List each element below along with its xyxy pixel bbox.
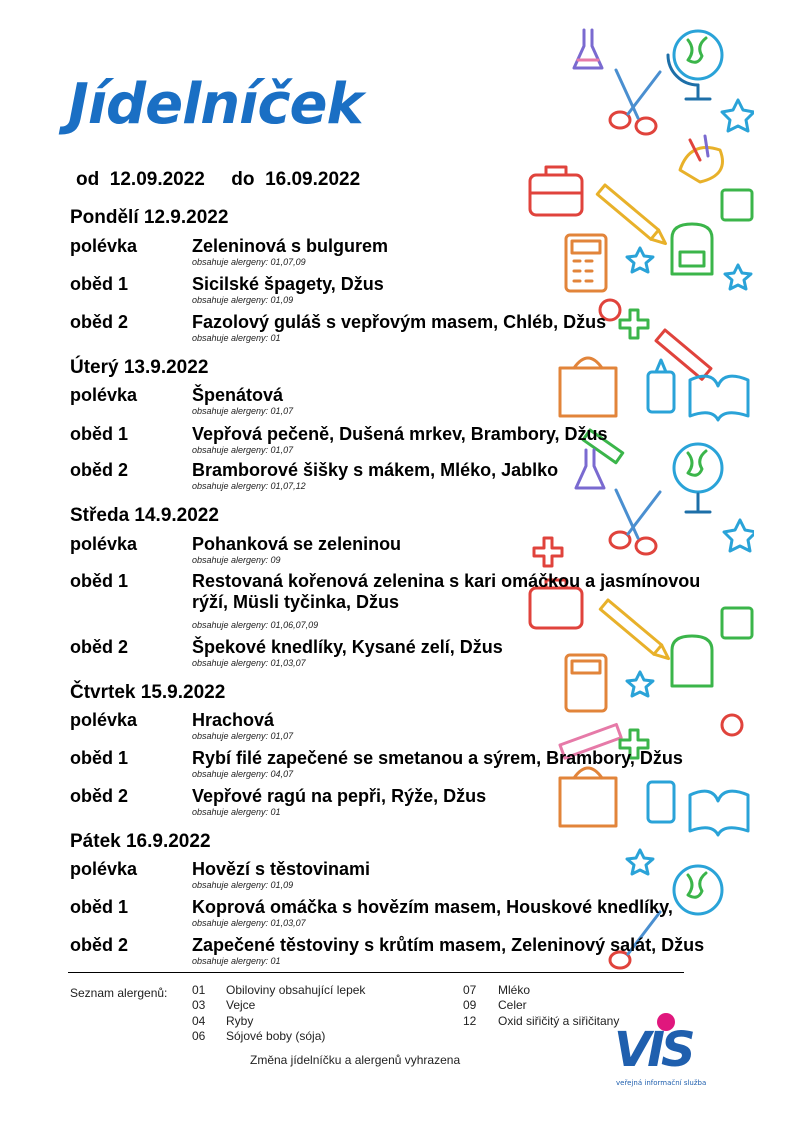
meal-label: oběd 2 <box>70 935 129 955</box>
meal-allergens: obsahuje alergeny: 01,07,12 <box>192 481 306 491</box>
meal-dish: Koprová omáčka s hovězím masem, Houskové knedlíky, <box>192 897 673 917</box>
allergen-legend-title: Seznam alergenů: <box>70 986 168 1000</box>
meal-label: oběd 1 <box>70 748 129 768</box>
legend-code: 01 <box>192 983 206 997</box>
plus-icon <box>620 310 648 338</box>
legend-name: Vejce <box>226 998 256 1012</box>
scissors-icon <box>610 70 660 134</box>
pencil-icon <box>597 185 669 248</box>
day-heading: Středa 14.9.2022 <box>70 505 219 526</box>
meal-allergens: obsahuje alergeny: 01 <box>192 956 281 966</box>
meal-label: oběd 2 <box>70 460 129 480</box>
date-range <box>76 169 360 191</box>
day-heading: Pátek 16.9.2022 <box>70 831 211 852</box>
star-icon <box>627 850 653 874</box>
meal-label: oběd 1 <box>70 571 129 591</box>
meal-label: polévka <box>70 859 138 879</box>
meal-dish: Rybí filé zapečené se smetanou a sýrem, Brambory, Džus <box>192 748 683 768</box>
calculator-icon <box>566 655 606 711</box>
meal-dish: Fazolový guláš s vepřovým masem, Chléb, Džus <box>192 312 607 332</box>
meal-label: polévka <box>70 236 138 256</box>
legend-code: 12 <box>463 1014 477 1028</box>
legend-name: Oxid siřičitý a siřičitany <box>498 1014 620 1028</box>
meal-allergens: obsahuje alergeny: 01,07 <box>192 731 294 741</box>
disclaimer-note: Změna jídelníčku a alergenů vyhrazena <box>250 1053 461 1067</box>
divider <box>68 972 684 973</box>
meal-dish: Špekové knedlíky, Kysané zelí, Džus <box>192 637 503 657</box>
to-date: 16.09.2022 <box>265 169 361 190</box>
meal-label: oběd 1 <box>70 897 129 917</box>
meal-label: oběd 1 <box>70 274 129 294</box>
globe-icon <box>668 31 722 99</box>
meal-allergens: obsahuje alergeny: 01,09 <box>192 880 294 890</box>
legend-name: Mléko <box>498 983 531 997</box>
meal-allergens: obsahuje alergeny: 01 <box>192 333 281 343</box>
meal-dish: Špenátová <box>192 385 284 405</box>
meal-dish: Zapečené těstoviny s krůtím masem, Zeleninový salát, Džus <box>192 935 705 955</box>
meal-dish: Vepřová pečeně, Dušená mrkev, Brambory, Džus <box>192 424 608 444</box>
meal-allergens: obsahuje alergeny: 01 <box>192 807 281 817</box>
meal-label: polévka <box>70 710 138 730</box>
meal-allergens: obsahuje alergeny: 09 <box>192 555 281 565</box>
meal-allergens: obsahuje alergeny: 04,07 <box>192 769 294 779</box>
plus-icon <box>534 538 562 566</box>
flower-icon <box>722 715 742 735</box>
from-label: od <box>76 169 100 190</box>
book-icon <box>690 791 748 835</box>
logo-tagline: veřejná informační služba <box>616 1079 707 1087</box>
meal-dish: Vepřové ragú na pepři, Rýže, Džus <box>192 786 487 806</box>
meal-allergens: obsahuje alergeny: 01,03,07 <box>192 918 306 928</box>
meal-dish: Bramborové šišky s mákem, Mléko, Jablko <box>192 460 559 480</box>
meal-allergens: obsahuje alergeny: 01,03,07 <box>192 658 306 668</box>
meal-allergens: obsahuje alergeny: 01,07,09 <box>192 257 306 267</box>
flask-icon <box>574 30 602 68</box>
meal-label: oběd 1 <box>70 424 129 444</box>
meal-allergens: obsahuje alergeny: 01,09 <box>192 295 294 305</box>
backpack-icon <box>672 636 712 686</box>
legend-name: Ryby <box>226 1014 254 1028</box>
vis-logo <box>608 1008 728 1092</box>
meal-label: oběd 2 <box>70 786 129 806</box>
page-title: Jídelníček <box>68 72 363 137</box>
globe-icon <box>674 866 722 914</box>
legend-code: 09 <box>463 998 477 1012</box>
legend-name: Obiloviny obsahující lepek <box>226 983 366 997</box>
legend-code: 07 <box>463 983 477 997</box>
meal-label: polévka <box>70 385 138 405</box>
legend-code: 03 <box>192 998 206 1012</box>
school-bag-icon <box>560 358 616 416</box>
school-bag-icon <box>560 768 616 826</box>
day-heading: Čtvrtek 15.9.2022 <box>70 682 226 703</box>
from-date: 12.09.2022 <box>109 169 205 190</box>
legend-name: Celer <box>498 998 527 1012</box>
day-heading: Pondělí 12.9.2022 <box>70 207 229 228</box>
meal-dish: Zeleninová s bulgurem <box>192 236 389 256</box>
banknote-icon <box>722 190 752 220</box>
meal-label: oběd 2 <box>70 637 129 657</box>
meal-allergens: obsahuje alergeny: 01,06,07,09 <box>192 620 319 630</box>
glue-icon <box>648 360 674 412</box>
meal-label: oběd 2 <box>70 312 129 332</box>
day-heading: Úterý 13.9.2022 <box>70 357 209 378</box>
banknote-icon <box>722 608 752 638</box>
flask-icon <box>576 450 604 488</box>
logo-mark: VIS <box>614 1022 692 1078</box>
pencil-icon <box>600 600 672 663</box>
calculator-icon <box>566 235 606 291</box>
star-icon <box>724 520 754 551</box>
backpack-icon <box>672 224 712 274</box>
meal-dish: Hrachová <box>192 710 275 730</box>
legend-code: 06 <box>192 1029 206 1043</box>
meal-allergens: obsahuje alergeny: 01,07 <box>192 406 294 416</box>
meal-dish: Sicilské špagety, Džus <box>192 274 384 294</box>
meal-dish-line2: rýží, Müsli tyčinka, Džus <box>192 592 400 612</box>
school-doodles-decoration <box>500 0 754 1000</box>
to-label: do <box>231 169 255 190</box>
star-icon <box>627 248 653 272</box>
palette-icon <box>680 136 723 182</box>
scissors-icon <box>610 490 660 554</box>
legend-name: Sójové boby (sója) <box>226 1029 326 1043</box>
meal-dish: Hovězí s těstovinami <box>192 859 371 879</box>
meal-dish: Restovaná kořenová zelenina s kari omáčkou a jasmínovou <box>192 571 701 591</box>
star-icon <box>627 672 653 696</box>
meal-dish: Pohanková se zeleninou <box>192 534 402 554</box>
star-icon <box>722 100 754 131</box>
meal-label: polévka <box>70 534 138 554</box>
glue-icon <box>648 782 674 822</box>
star-icon <box>725 265 751 289</box>
suitcase-icon <box>530 167 582 215</box>
meal-allergens: obsahuje alergeny: 01,07 <box>192 445 294 455</box>
book-icon <box>690 376 748 420</box>
globe-icon <box>674 444 722 512</box>
legend-code: 04 <box>192 1014 206 1028</box>
